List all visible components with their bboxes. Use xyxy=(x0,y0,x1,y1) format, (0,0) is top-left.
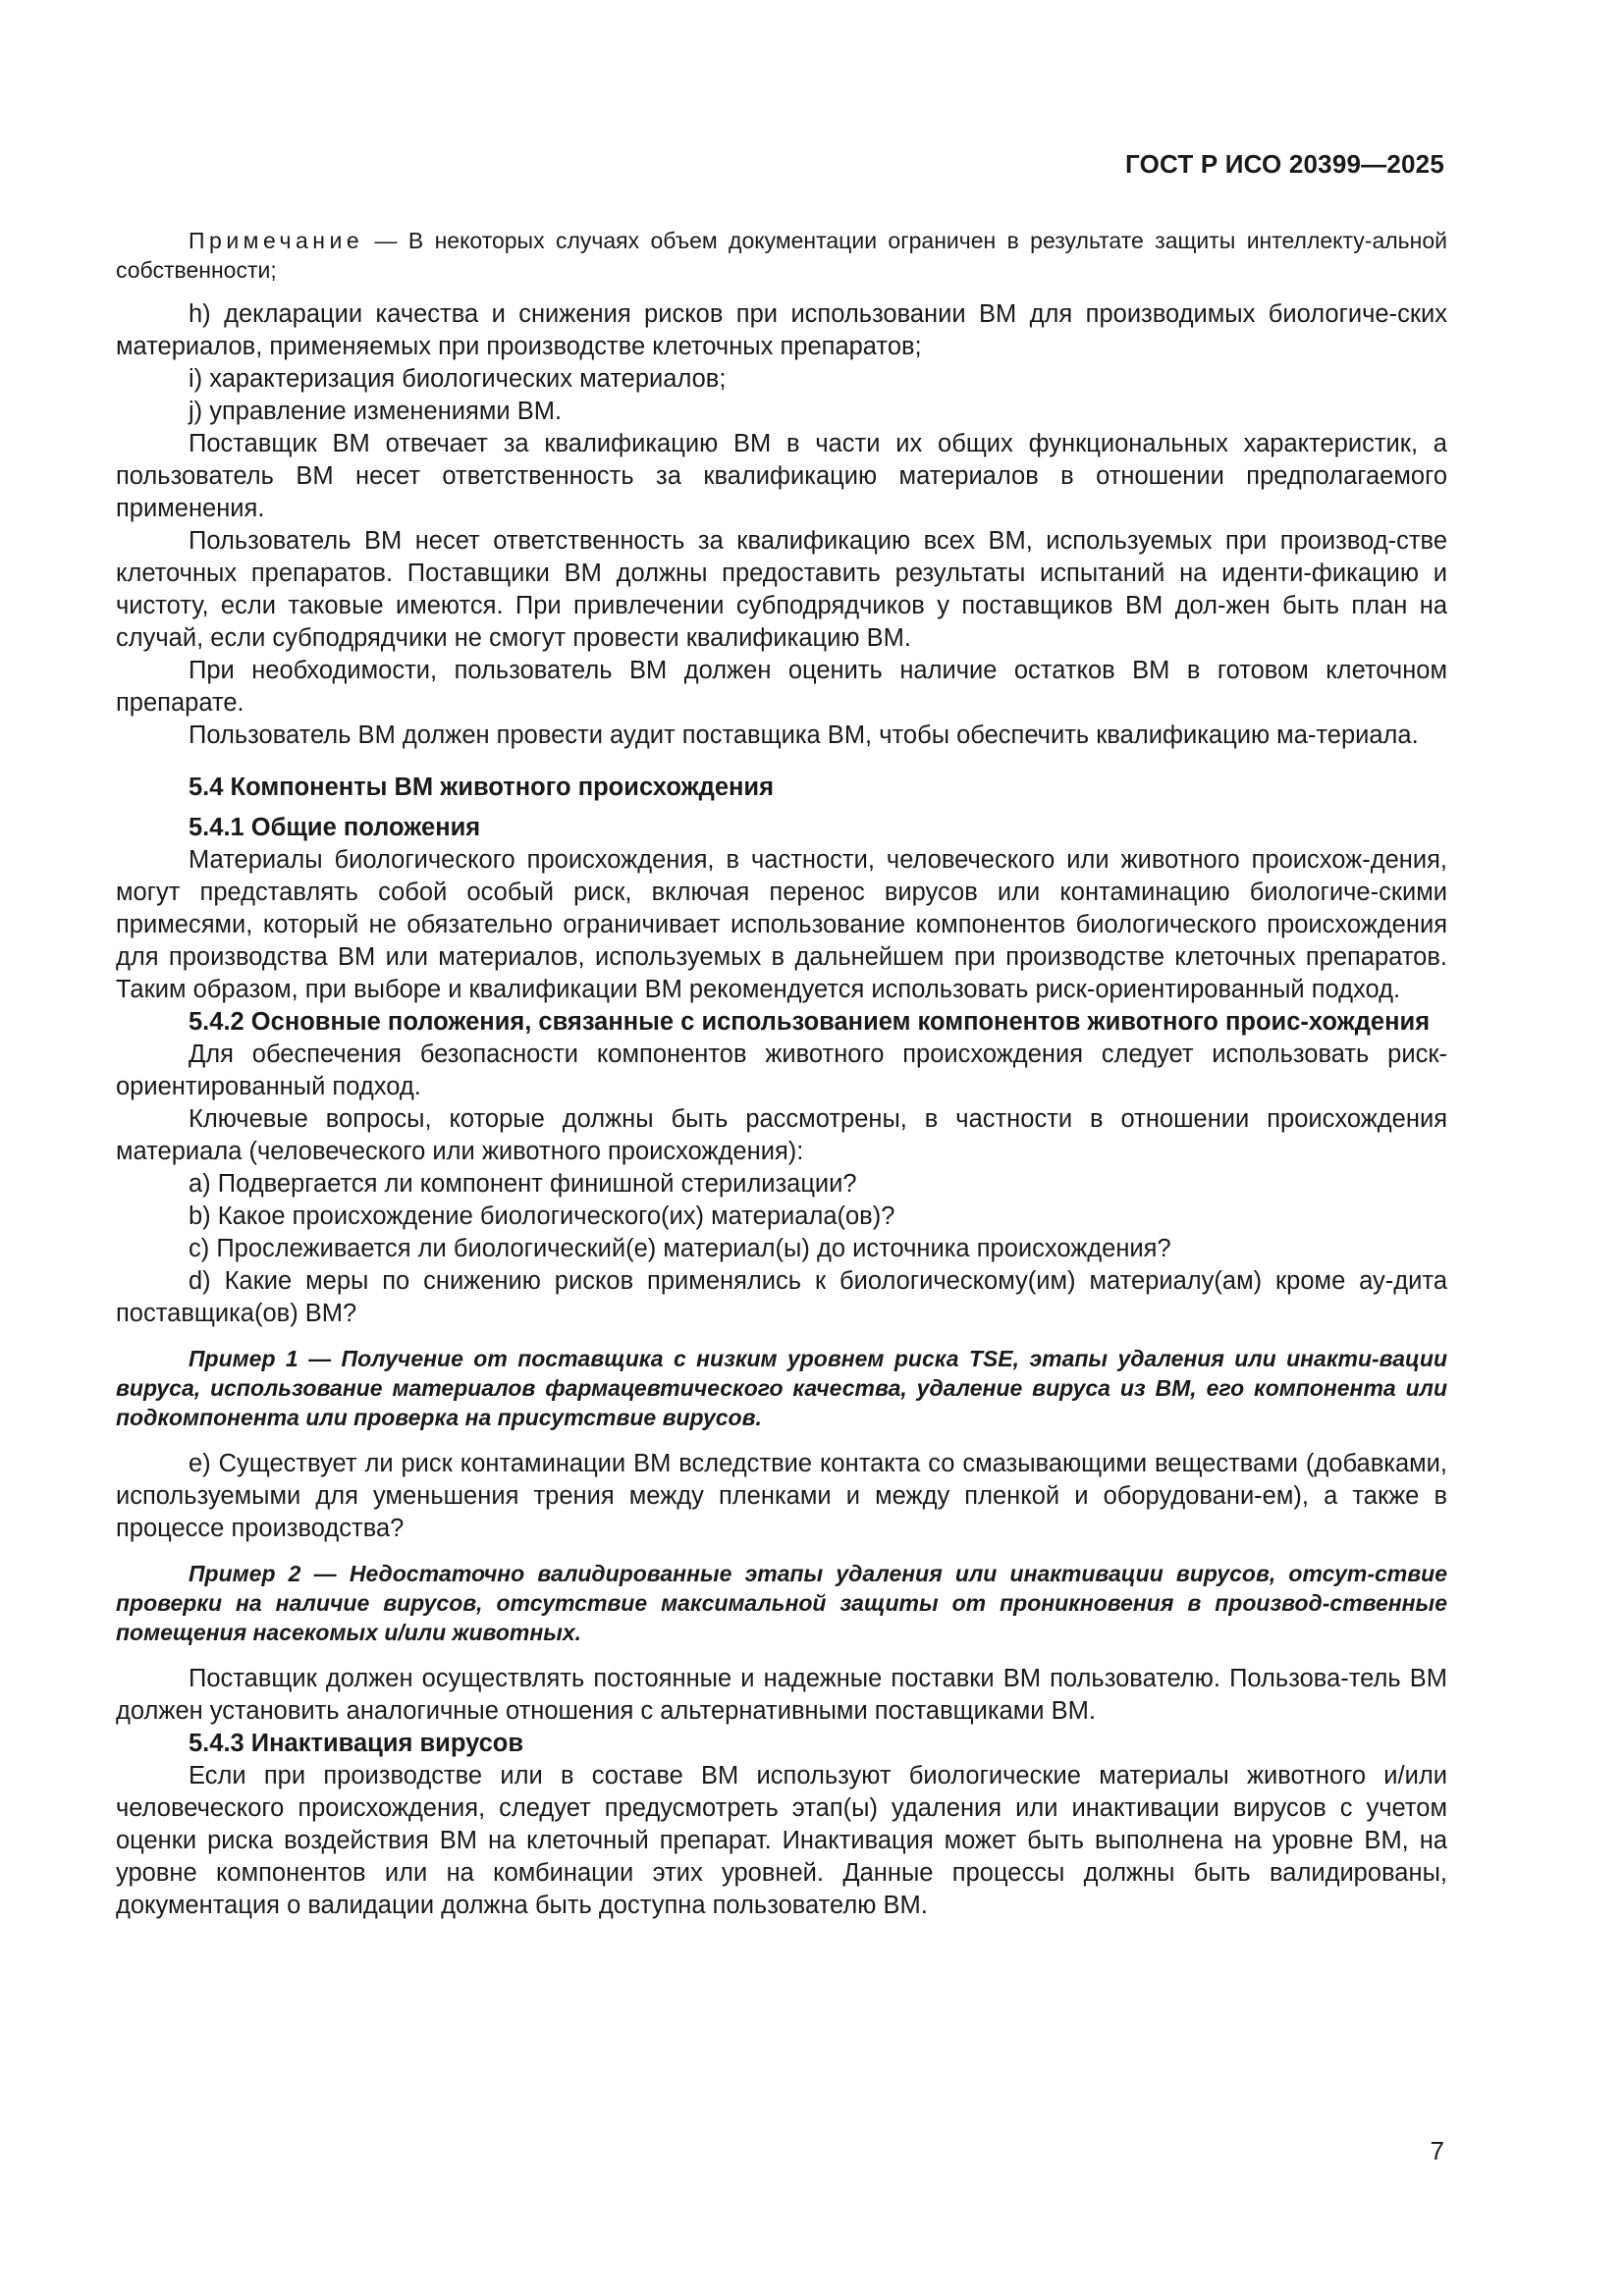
note-text: — В некоторых случаях объем документации ограничен в результате защиты интеллекту-альной собственности; xyxy=(116,228,1447,283)
document-header: ГОСТ Р ИСО 20399—2025 xyxy=(1124,149,1444,179)
section-5-4-3-body: Если при производстве или в составе ВМ используют биологические материалы животного и/или человеческого происхождения, следует предусмотреть этап(ы) удаления или инактивации вирусов с учетом оценки риска воздействия ВМ на клеточный препарат. Инактивация может быть выполнена на уровне ВМ, на уровне компонентов или на комбинации этих уровней. Данные процессы должны быть валидированы, документация о валидации должна быть доступна пользователю ВМ. xyxy=(116,1762,1447,1919)
question-d: d) Какие меры по снижению рисков применялись к биологическому(им) материалу(ам) кроме ау-дита поставщика(ов) ВМ? xyxy=(116,1267,1447,1327)
list-item-h: h) декларации качества и снижения рисков при использовании ВМ для производимых биологиче-ских материалов, применяемых при производстве клеточных препаратов; xyxy=(116,300,1447,360)
note-label: Примечание xyxy=(189,228,364,253)
question-e: e) Существует ли риск контаминации ВМ вследствие контакта со смазывающими веществами (добавками, используемыми для уменьшения трения между пленками и между пленкой и оборудовани-ем), а также в процессе производства? xyxy=(116,1450,1447,1542)
question-b: b) Какое происхождение биологического(их) материала(ов)? xyxy=(189,1202,895,1230)
example-1: Пример 1 — Получение от поставщика с низким уровнем риска TSE, этапы удаления или инакти-вации вируса, использование материалов фармацевтического качества, удаление вируса из ВМ, его компонента или подкомпонента или проверка на присутствие вирусов. xyxy=(116,1346,1447,1430)
paragraph-residues: При необходимости, пользователь ВМ должен оценить наличие остатков ВМ в готовом клеточном препарате. xyxy=(116,657,1447,717)
note-paragraph xyxy=(116,226,1447,285)
section-5-4-2-paragraph-1: Для обеспечения безопасности компонентов животного происхождения следует использовать риск-ориентированный подход. xyxy=(116,1041,1447,1100)
section-5-4-3-heading: 5.4.3 Инактивация вирусов xyxy=(189,1730,524,1757)
question-c: c) Прослеживается ли биологический(е) материал(ы) до источника происхождения? xyxy=(189,1235,1171,1262)
paragraph-user-qualification: Пользователь ВМ несет ответственность за квалификацию всех ВМ, используемых при производ-стве клеточных препаратов. Поставщики ВМ должны предоставить результаты испытаний на иденти-фикацию и чистоту, если таковые имеются. При привлечении субподрядчиков у поставщиков ВМ дол-жен быть план на случай, если субподрядчики не смогут провести квалификацию ВМ. xyxy=(116,527,1447,652)
paragraph-supplier-qualification: Поставщик ВМ отвечает за квалификацию ВМ в части их общих функциональных характеристик, а пользователь ВМ несет ответственность за квалификацию материалов в отношении предполагаемого применения. xyxy=(116,430,1447,522)
list-item-j: j) управление изменениями ВМ. xyxy=(189,398,563,425)
section-5-4-2-supply-paragraph: Поставщик должен осуществлять постоянные и надежные поставки ВМ пользователю. Пользова-тель ВМ должен установить аналогичные отношения с альтернативными поставщиками ВМ. xyxy=(116,1665,1447,1725)
paragraph-audit: Пользователь ВМ должен провести аудит поставщика ВМ, чтобы обеспечить квалификацию ма-териала. xyxy=(189,721,1419,749)
question-a: a) Подвергается ли компонент финишной стерилизации? xyxy=(189,1170,857,1198)
section-5-4-2-paragraph-2: Ключевые вопросы, которые должны быть рассмотрены, в частности в отношении происхождения материала (человеческого или животного происхождения): xyxy=(116,1105,1447,1165)
section-5-4-1-body: Материалы биологического происхождения, в частности, человеческого или животного происхож-дения, могут представлять собой особый риск, включая перенос вирусов или контаминацию биологиче-скими примесями, который не обязательно ограничивает использование компонентов биологического происхождения для производства ВМ или материалов, используемых в дальнейшем при производстве клеточных препаратов. Таким образом, при выборе и квалификации ВМ рекомендуется использовать риск-ориентированный подход. xyxy=(116,846,1447,1003)
section-5-4-heading: 5.4 Компоненты ВМ животного происхождения xyxy=(189,774,774,801)
example-2: Пример 2 — Недостаточно валидированные этапы удаления или инактивации вирусов, отсут-ствие проверки на наличие вирусов, отсутствие максимальной защиты от проникновения в производ-ственные помещения насекомых и/или животных. xyxy=(116,1561,1447,1645)
page-number: 7 xyxy=(1430,2136,1444,2165)
section-5-4-2-heading: 5.4.2 Основные положения, связанные с использованием компонентов животного проис-хождения xyxy=(189,1008,1431,1036)
document-body xyxy=(116,226,1447,1922)
list-item-i: i) характеризация биологических материалов; xyxy=(189,365,727,393)
section-5-4-1-heading: 5.4.1 Общие положения xyxy=(189,814,481,841)
